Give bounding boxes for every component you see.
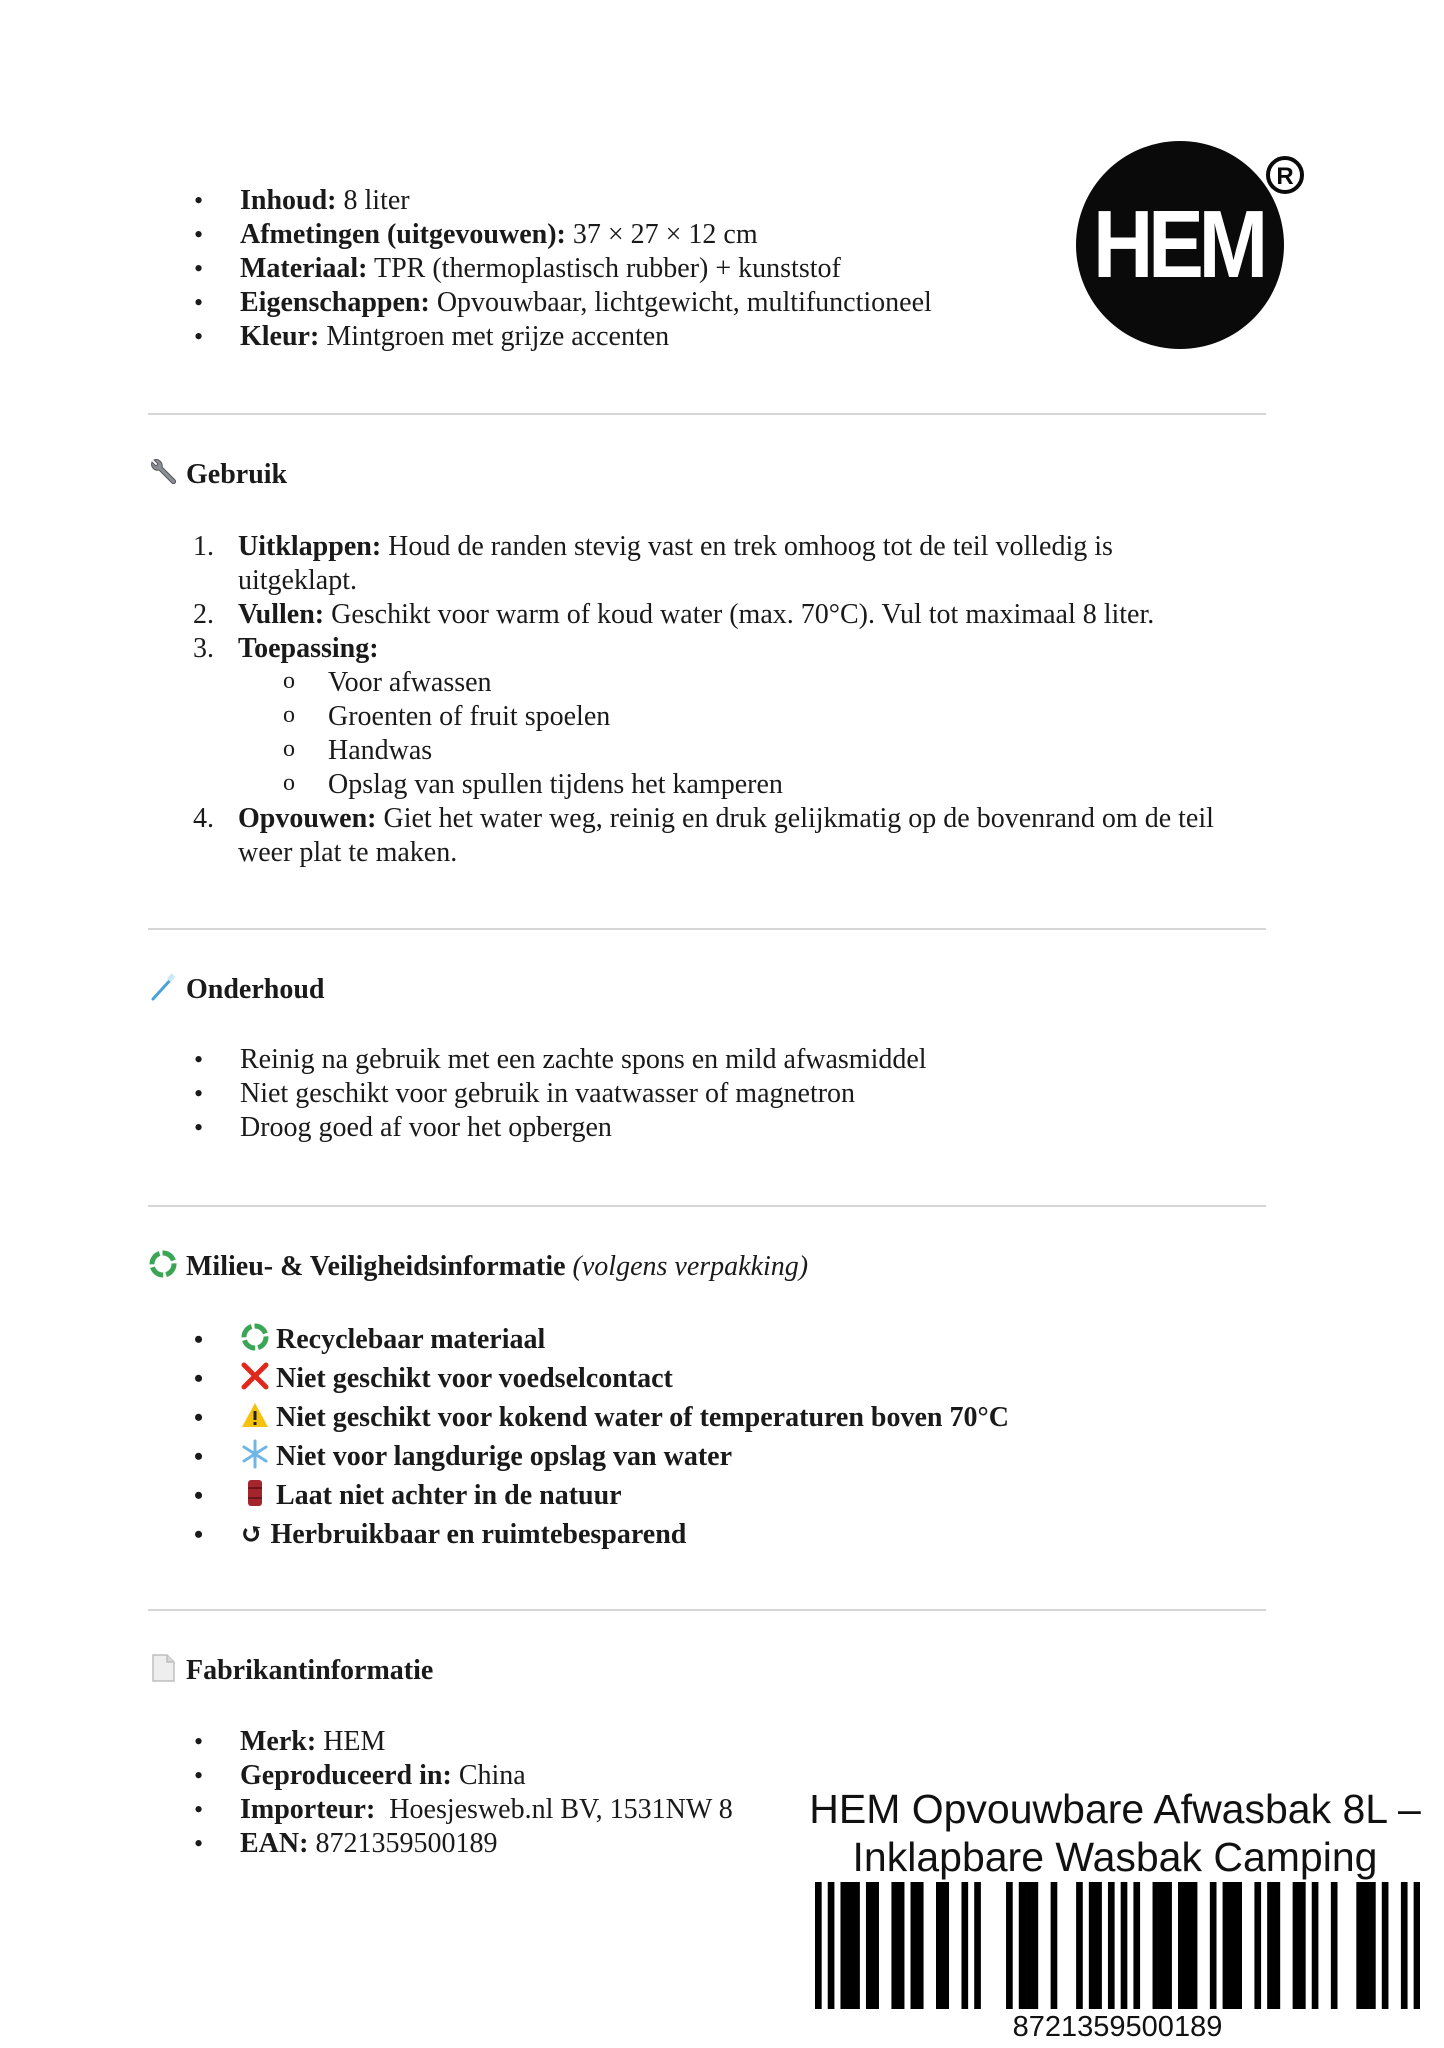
step-text: Houd de randen stevig vast en trek omhoog tot de teil volledig is uitgeklapt. — [238, 531, 1113, 596]
barcode-bar — [1254, 1882, 1261, 2009]
environment-item — [152, 1398, 1009, 1437]
spec-label: Eigenschappen: — [240, 287, 430, 318]
barcode-bar — [1051, 1882, 1058, 2009]
application-item: o Voor afwassen — [238, 666, 1300, 700]
manufacturer-value: 8721359500189 — [308, 1828, 498, 1859]
usage-heading-text: Gebruik — [186, 459, 288, 490]
barcode-bar — [1401, 1882, 1408, 2009]
step-number: 1. — [193, 531, 214, 562]
environment-item — [152, 1515, 1009, 1554]
spec-item — [152, 320, 932, 354]
step-number: 3. — [193, 633, 214, 664]
barcode-bar — [1133, 1882, 1140, 2009]
environment-item-text: Niet geschikt voor kokend water of temperaturen boven 70°C — [276, 1402, 1009, 1433]
barcode-bar — [1331, 1882, 1338, 2009]
environment-item-text: Laat niet achter in de natuur — [276, 1480, 622, 1511]
barcode-bar — [847, 1882, 854, 2009]
barcode-bar — [942, 1882, 949, 2009]
product-label-title — [790, 1785, 1440, 1881]
product-label-line1: HEM Opvouwbare Afwasbak 8L – — [809, 1786, 1421, 1832]
reuse-arrow-icon: ↺ — [240, 1519, 264, 1550]
barcode-bar — [1274, 1882, 1281, 2009]
barcode-bar — [917, 1882, 924, 2009]
barcode-bar — [891, 1882, 898, 2009]
hem-logo — [1075, 140, 1285, 350]
environment-heading-note: (volgens verpakking) — [565, 1251, 809, 1282]
snowflake-icon — [240, 1439, 270, 1469]
manufacturer-list — [152, 1725, 733, 1861]
environment-item-text: Herbruikbaar en ruimtebesparend — [263, 1519, 687, 1550]
document-icon — [148, 1653, 178, 1683]
maintenance-item: • Reinig na gebruik met een zachte spons en mild afwasmiddel — [152, 1043, 927, 1077]
spec-value: 37 × 27 × 12 cm — [565, 219, 758, 250]
manufacturer-value: China — [451, 1760, 526, 1791]
barcode-bar — [1025, 1882, 1032, 2009]
spec-label: Materiaal: — [240, 253, 368, 284]
usage-step — [0, 632, 1300, 802]
product-label-line2: Inklapbare Wasbak Camping — [852, 1834, 1378, 1880]
spec-value: 8 liter — [336, 185, 410, 216]
barcode-bar — [840, 1882, 847, 2009]
section-heading-maintenance — [148, 971, 325, 1009]
maintenance-item: • Droog goed af voor het opbergen — [152, 1111, 927, 1145]
barcode-bar — [1019, 1882, 1026, 2009]
divider — [148, 1609, 1266, 1611]
section-heading-usage — [148, 456, 287, 494]
maintenance-item: • Niet geschikt voor gebruik in vaatwasser of magnetron — [152, 1077, 927, 1111]
spec-label: Afmetingen (uitgevouwen): — [240, 219, 566, 250]
environment-item-text: Niet voor langdurige opslag van water — [276, 1441, 733, 1472]
registered-letter: R — [1276, 163, 1294, 190]
barcode-bar — [974, 1882, 981, 2009]
barcode-bar — [1414, 1882, 1420, 2009]
spec-item — [152, 184, 932, 218]
spec-item — [152, 218, 932, 252]
barcode-bar — [961, 1882, 968, 2009]
manufacturer-item — [152, 1793, 733, 1827]
spec-item — [152, 286, 932, 320]
barcode-bar — [853, 1882, 860, 2009]
divider — [148, 413, 1266, 415]
warning-icon — [240, 1400, 270, 1430]
barcode-bar — [1165, 1882, 1172, 2009]
barcode-bar — [1210, 1882, 1217, 2009]
toothbrush-icon — [148, 972, 178, 1002]
barcode-bar — [1312, 1882, 1319, 2009]
barcode-bar — [1184, 1882, 1191, 2009]
barcode-bar — [911, 1882, 918, 2009]
manufacturer-label: EAN: — [240, 1828, 309, 1859]
usage-step — [0, 802, 1238, 870]
environment-heading-text: Milieu- & Veiligheidsinformatie — [186, 1251, 566, 1282]
environment-item — [152, 1476, 1009, 1515]
barcode-bar — [1159, 1882, 1166, 2009]
divider — [148, 928, 1266, 930]
manufacturer-label: Merk: — [240, 1726, 317, 1757]
barcode-bar — [1293, 1882, 1300, 2009]
recycle-icon — [148, 1249, 178, 1279]
environment-list — [152, 1320, 1009, 1554]
manufacturer-value: Hoesjesweb.nl BV, 1531NW 8 — [375, 1794, 733, 1825]
barcode-bar — [1356, 1882, 1363, 2009]
recycle-icon — [240, 1322, 270, 1352]
step-label: Opvouwen: — [238, 803, 377, 834]
barcode-bar — [1178, 1882, 1185, 2009]
section-heading-manufacturer — [148, 1652, 433, 1690]
environment-item — [152, 1320, 1009, 1359]
registered-mark-icon — [1265, 155, 1305, 195]
spec-label: Kleur: — [240, 321, 320, 352]
application-item: o Groenten of fruit spoelen — [238, 700, 1300, 734]
usage-step — [0, 530, 1168, 598]
barcode-bar — [1076, 1882, 1083, 2009]
step-number: 4. — [193, 803, 214, 834]
manufacturer-item — [152, 1827, 733, 1861]
barcode-bar — [1382, 1882, 1389, 2009]
step-label: Vullen: — [238, 599, 325, 630]
barcode-bar — [1153, 1882, 1160, 2009]
barcode-bar — [828, 1882, 835, 2009]
manufacturer-label: Geproduceerd in: — [240, 1760, 452, 1791]
barcode-bar — [1121, 1882, 1128, 2009]
barcode-bar — [1299, 1882, 1306, 2009]
spec-value: TPR (thermoplastisch rubber) + kunststof — [367, 253, 841, 284]
barcode-bar — [1267, 1882, 1274, 2009]
application-item: o Opslag van spullen tijdens het kamperen — [238, 768, 1300, 802]
cross-mark-icon — [240, 1361, 270, 1391]
barcode-bar — [1089, 1882, 1096, 2009]
barcode-bar — [1108, 1882, 1115, 2009]
wrench-icon — [148, 457, 178, 487]
environment-item-text: Recyclebaar materiaal — [276, 1324, 546, 1355]
maintenance-heading-text: Onderhoud — [186, 974, 325, 1005]
barcode-bar — [1223, 1882, 1230, 2009]
manufacturer-value: HEM — [316, 1726, 386, 1757]
barcode-bar — [936, 1882, 943, 2009]
barcode-bar — [1191, 1882, 1198, 2009]
section-heading-environment — [148, 1248, 808, 1286]
environment-item — [152, 1359, 1009, 1398]
usage-steps — [0, 530, 1300, 870]
barcode-bar — [866, 1882, 873, 2009]
logo-text: HEM — [1093, 191, 1264, 298]
spec-item — [152, 252, 932, 286]
manufacturer-item — [152, 1759, 733, 1793]
application-item: o Handwas — [238, 734, 1300, 768]
usage-step — [0, 598, 1300, 632]
manufacturer-item — [152, 1725, 733, 1759]
barcode-bar — [1229, 1882, 1236, 2009]
manufacturer-label: Importeur: — [240, 1794, 376, 1825]
spec-list — [152, 184, 932, 354]
manufacturer-heading-text: Fabrikantinformatie — [186, 1655, 434, 1686]
divider — [148, 1205, 1266, 1207]
step-text: Geschikt voor warm of koud water (max. 70°C). Vul tot maximaal 8 liter. — [324, 599, 1155, 630]
barcode-bar — [1032, 1882, 1039, 2009]
barcode-bar — [815, 1882, 822, 2009]
maintenance-list — [152, 1043, 927, 1145]
barcode — [815, 1882, 1420, 2009]
step-label: Toepassing: — [238, 633, 379, 664]
barcode-bar — [1363, 1882, 1370, 2009]
spec-value: Opvouwbaar, lichtgewicht, multifunctioneel — [429, 287, 932, 318]
barcode-bar — [1095, 1882, 1102, 2009]
barcode-bar — [1235, 1882, 1242, 2009]
barcode-bar — [898, 1882, 905, 2009]
step-text: Giet het water weg, reinig en druk gelijkmatig op de bovenrand om de teil weer plat te maken. — [238, 803, 1214, 868]
application-list — [238, 666, 1300, 802]
barrel-icon — [240, 1478, 270, 1508]
environment-item-text: Niet geschikt voor voedselcontact — [276, 1363, 673, 1394]
barcode-bar — [1369, 1882, 1376, 2009]
step-number: 2. — [193, 599, 214, 630]
environment-item — [152, 1437, 1009, 1476]
barcode-bar — [1006, 1882, 1013, 2009]
spec-label: Inhoud: — [240, 185, 337, 216]
barcode-bar — [872, 1882, 879, 2009]
step-label: Uitklappen: — [238, 531, 382, 562]
barcode-number: 8721359500189 — [1012, 2011, 1223, 2043]
spec-value: Mintgroen met grijze accenten — [319, 321, 670, 352]
